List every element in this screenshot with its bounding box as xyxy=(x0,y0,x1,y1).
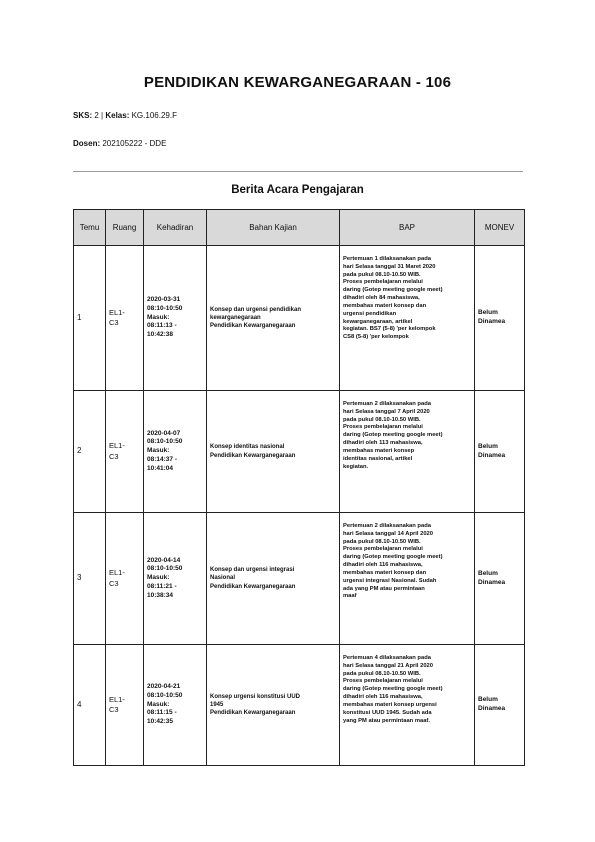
cell-kehadiran-line: Masuk: xyxy=(147,700,170,708)
cell-bap-line: daring (Gotep meeting google meet) xyxy=(343,287,443,294)
cell-monev-line: Dinamea xyxy=(478,318,506,325)
cell-ruang-line: C3 xyxy=(109,451,119,461)
cell-bap-line: kewarganegaraan, artikel xyxy=(343,318,413,325)
cell-monev-line: Dinamea xyxy=(478,451,506,459)
cell-kehadiran xyxy=(144,246,207,391)
cell-temu: 4 xyxy=(74,645,106,766)
cell-bap-line: dihadiri oleh 84 mahasiswa, xyxy=(343,295,420,302)
cell-monev xyxy=(475,246,525,391)
cell-bap-line: Pertemuan 2 dilaksanakan pada xyxy=(343,523,431,529)
cell-bap-line: hari Selasa tanggal 21 April 2020 xyxy=(343,662,434,669)
cell-kehadiran xyxy=(144,645,207,766)
cell-ruang-line: EL1- xyxy=(109,441,125,451)
cell-kehadiran xyxy=(144,513,207,645)
cell-bap-line: pada pukul 08.10-10.50 WIB. xyxy=(343,670,421,677)
cell-bap-line: Proses pembelajaran melalui xyxy=(343,678,423,685)
cell-bap xyxy=(340,513,475,645)
cell-bahan-kajian-line: Pendidikan Kewarganegaraan xyxy=(210,583,296,590)
cell-bahan-kajian-line: Konsep dan urgensi pendidikan xyxy=(210,306,302,313)
cell-kehadiran-line: Masuk: xyxy=(147,574,170,582)
cell-bap-line: konstitusi UUD 1945. Sudah ada xyxy=(343,709,432,716)
cell-kehadiran-line: 08:11:15 - xyxy=(147,709,177,717)
sks-value: 2 | xyxy=(94,111,104,120)
page-title: PENDIDIKAN KEWARGANEGARAAN - 106 xyxy=(143,74,452,91)
cell-bap-line: Pertemuan 1 dilaksanakan pada xyxy=(343,256,431,262)
column-header-bahan-kajian: Bahan Kajian xyxy=(207,210,340,246)
cell-bap-line: membahas materi konsep dan xyxy=(343,569,427,576)
cell-bahan-kajian-line: Pendidikan Kewarganegaraan xyxy=(210,452,296,459)
cell-kehadiran-line: 10:42:35 xyxy=(147,718,174,726)
cell-bap-line: kegiatan. BS7 (5-8) 'per kelompok xyxy=(343,326,436,333)
cell-kehadiran-line: 08:10-10:50 xyxy=(147,304,183,312)
cell-bap-line: hari Selasa tanggal 31 Maret 2020 xyxy=(343,263,436,270)
cell-temu: 1 xyxy=(74,246,106,391)
cell-bahan-kajian xyxy=(207,391,340,513)
column-header-bap: BAP xyxy=(340,210,475,246)
cell-bap-line: dihadiri oleh 113 mahasiswa, xyxy=(343,440,423,447)
table-row xyxy=(74,246,525,391)
cell-bap-line: membahas materi konsep dan xyxy=(343,302,427,309)
cell-bap-line: maaf xyxy=(343,593,357,600)
cell-ruang xyxy=(106,513,144,645)
cell-bap-line: Pertemuan 2 dilaksanakan pada xyxy=(343,401,431,407)
cell-kehadiran-line: 2020-03-31 xyxy=(147,296,181,304)
table-row xyxy=(74,513,525,645)
cell-kehadiran-line: 08:14:37 - xyxy=(147,455,177,463)
cell-bap-line: pada pukul 08.10-10.50 WIB. xyxy=(343,271,421,278)
column-header-temu: Temu xyxy=(74,210,106,246)
cell-ruang-line: C3 xyxy=(109,705,119,714)
cell-bap-line: dihadiri oleh 116 mahasiswa, xyxy=(343,694,423,701)
cell-kehadiran-line: 10:38:34 xyxy=(147,591,174,599)
cell-bahan-kajian-line: kewarganegaraan xyxy=(210,314,261,321)
cell-kehadiran-line: 2020-04-14 xyxy=(147,556,181,564)
kelas-label: Kelas: xyxy=(105,111,130,120)
course-meta xyxy=(73,111,177,120)
cell-bahan-kajian xyxy=(207,645,340,766)
cell-monev xyxy=(475,645,525,766)
table-row xyxy=(74,645,525,766)
cell-bap-line: pada pukul 08.10-10.50 WIB. xyxy=(343,416,421,423)
cell-bap-line: hari Selasa tanggal 7 April 2020 xyxy=(343,408,430,415)
cell-bap-line: urgensi integrasi Nasional. Sudah xyxy=(343,577,437,584)
cell-ruang-line: EL1- xyxy=(109,568,125,578)
cell-bap-line: hari Selasa tanggal 14 April 2020 xyxy=(343,530,434,537)
cell-kehadiran-line: 2020-04-07 xyxy=(147,429,181,437)
cell-bap-line: dihadiri oleh 116 mahasiswa, xyxy=(343,562,423,569)
cell-bap-line: kegiatan. xyxy=(343,463,369,470)
cell-bap-line: membahas materi konsep xyxy=(343,447,415,454)
column-header-kehadiran: Kehadiran xyxy=(144,210,207,246)
cell-kehadiran-line: 08:10-10:50 xyxy=(147,438,183,446)
cell-kehadiran-line: Masuk: xyxy=(147,313,170,321)
cell-bahan-kajian xyxy=(207,246,340,391)
cell-temu: 3 xyxy=(74,513,106,645)
dosen-label: Dosen: xyxy=(73,139,101,148)
cell-kehadiran-line: 2020-04-21 xyxy=(147,683,181,691)
cell-bahan-kajian-line: Nasional xyxy=(210,575,236,582)
cell-bap xyxy=(340,645,475,766)
sks-label: SKS: xyxy=(73,111,93,120)
table-header-row xyxy=(74,210,525,246)
cell-bap-line: daring (Gotep meeting google meet) xyxy=(343,554,443,561)
cell-bap xyxy=(340,246,475,391)
cell-bahan-kajian xyxy=(207,513,340,645)
cell-ruang xyxy=(106,391,144,513)
cell-bap-line: Proses pembelajaran melalui xyxy=(343,424,423,431)
cell-kehadiran-line: 08:11:21 - xyxy=(147,582,177,590)
lecturer-meta xyxy=(73,139,166,148)
divider xyxy=(73,171,523,172)
cell-ruang xyxy=(106,246,144,391)
cell-bap-line: Proses pembelajaran melalui xyxy=(343,546,423,553)
cell-bap-line: Pertemuan 4 dilaksanakan pada xyxy=(343,655,431,661)
column-header-monev: MONEV xyxy=(475,210,525,246)
cell-kehadiran-line: 08:10-10:50 xyxy=(147,691,183,699)
cell-bahan-kajian-line: Konsep urgensi konstitusi UUD xyxy=(210,693,301,700)
cell-bahan-kajian-line: Konsep dan urgensi integrasi xyxy=(210,567,295,574)
cell-kehadiran-line: 10:41:04 xyxy=(147,464,174,472)
cell-bap-line: membahas materi konsep urgensi xyxy=(343,701,437,708)
cell-ruang xyxy=(106,645,144,766)
cell-monev-line: Dinamea xyxy=(478,578,506,586)
cell-bahan-kajian-line: Pendidikan Kewarganegaraan xyxy=(210,710,296,717)
cell-bap-line: yang PM atau permintaan maaf. xyxy=(343,717,430,724)
cell-ruang-line: EL1- xyxy=(109,694,125,704)
cell-kehadiran-line: 08:10-10:50 xyxy=(147,565,183,573)
cell-bahan-kajian-line: Konsep identitas nasional xyxy=(210,444,285,451)
cell-monev-line: Dinamea xyxy=(478,705,506,712)
cell-bahan-kajian-line: Pendidikan Kewarganegaraan xyxy=(210,323,296,330)
cell-bap-line: Proses pembelajaran melalui xyxy=(343,279,423,286)
cell-monev xyxy=(475,513,525,645)
cell-kehadiran-line: 10:42:38 xyxy=(147,331,174,339)
cell-bap-line: ada yang PM atau permintaan xyxy=(343,585,425,592)
cell-bahan-kajian-line: 1945 xyxy=(210,701,224,708)
teaching-report-table xyxy=(73,209,525,766)
cell-bap-line: urgensi pendidikan xyxy=(343,310,397,317)
cell-bap xyxy=(340,391,475,513)
section-title: Berita Acara Pengajaran xyxy=(231,184,364,196)
cell-kehadiran-line: 08:11:13 - xyxy=(147,322,177,330)
cell-bap-line: pada pukul 08.10-10.50 WIB. xyxy=(343,538,421,545)
cell-bap-line: daring (Gotep meeting google meet) xyxy=(343,432,443,439)
cell-temu: 2 xyxy=(74,391,106,513)
cell-ruang-line: C3 xyxy=(109,318,119,327)
cell-monev xyxy=(475,391,525,513)
dosen-value: 202105222 - DDE xyxy=(102,139,167,148)
cell-ruang-line: C3 xyxy=(109,578,119,588)
cell-monev-line: Belum xyxy=(478,569,498,577)
cell-monev-line: Belum xyxy=(478,309,498,317)
kelas-value: KG.106.29.F xyxy=(131,111,177,120)
cell-bap-line: identitas nasional, artikel xyxy=(343,455,413,462)
column-header-ruang: Ruang xyxy=(106,210,144,246)
cell-kehadiran xyxy=(144,391,207,513)
cell-ruang-line: EL1- xyxy=(109,307,125,317)
cell-monev-line: Belum xyxy=(478,696,498,704)
table-row xyxy=(74,391,525,513)
cell-kehadiran-line: Masuk: xyxy=(147,447,170,455)
cell-monev-line: Belum xyxy=(478,442,498,450)
cell-bap-line: CS8 (5-8) 'per kelompok xyxy=(343,334,409,341)
cell-bap-line: daring (Gotep meeting google meet) xyxy=(343,686,443,693)
